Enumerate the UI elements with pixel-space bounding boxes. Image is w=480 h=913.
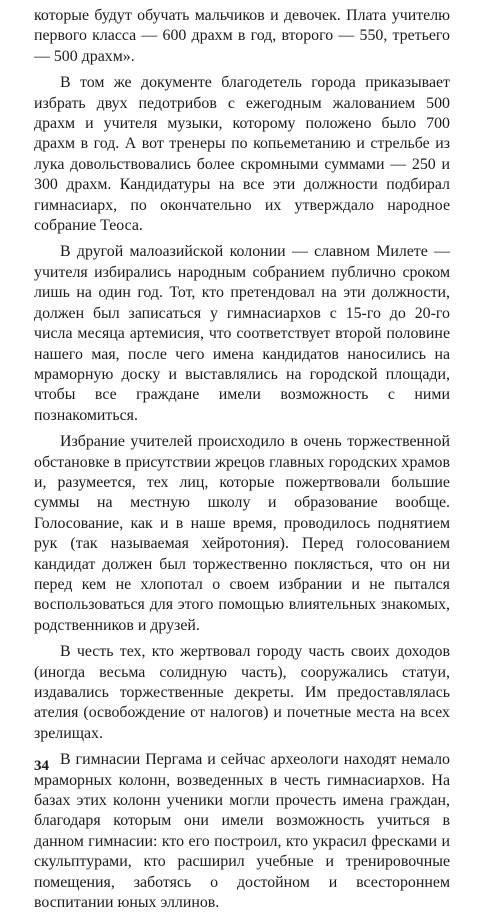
paragraph-election-ceremony: Избрание учителей происходило в очень торжественной обстановке в присутствии жрецов главных городских храмов и, разумеется, тех лиц, которые пожертвовали большие суммы на местную школу и образование вообще. Голосование, как и в наше время, проводилось поднятием рук (так называемая хейротония). Перед голосованием кандидат должен был торжественно поклясться, что он ни перед кем не хлопотал о своем избрании и не пытался воспользоваться для этого помощью влиятельных знакомых, родственников и друзей.: [34, 433, 450, 634]
paragraph-miletus-election: В другой малоазийской колонии — славном Милете — учителя избирались народным собранием публично сроком лишь на один год. Тот, кто претендовал на эти должности, должен был записаться у гимнасиархов с 15-го до 20-го числа месяца артемисия, что соответствует второй половине нашего мая, после чего имена кандидатов наносились на мраморную доску и выставлялись на городской площади, чтобы все граждане имели возможность с ними познакомиться.: [34, 243, 450, 424]
paragraph-pergamon-gymnasium: В гимнасии Пергама и сейчас археологи находят немало мраморных колонн, возведенных в честь гимнасиархов. На базах этих колонн ученики могли прочесть имена граждан, благодаря которым они имели возможность учиться в данном гимнасии: кто его построил, кто украсил фресками и скульптурами, кто расширил учебные и тренировочные помещения, заботясь о достойном и всестороннем воспитании юных эллинов.: [34, 751, 450, 912]
page-number: 34: [34, 758, 49, 774]
paragraph-teos-officials: В том же документе благодетель города приказывает избрать двух педотрибов с ежегодным жалованием 500 драхм и учителя музыки, которому положено было 700 драхм в год. А вот тренеры по копьеметанию и стрельбе из лука довольствовались более скромными суммами — 250 и 300 драхм. Кандидатуры на все эти должности подбирал гимнасиарх, по окончательно их утверждало народное собрание Теоса.: [34, 74, 450, 235]
paragraph-donor-honors: В честь тех, кто жертвовал городу часть своих доходов (иногда весьма солидную часть), сооружались статуи, издавались торжественные декреты. Им предоставлялась ателия (освобождение от налогов) и почетные места на всех зрелищах.: [34, 643, 450, 742]
paragraph-continuation: которые будут обучать мальчиков и девочек. Плата учителю первого класса — 600 драхм в год, второго — 550, третьего — 500 драхм».: [34, 7, 450, 65]
